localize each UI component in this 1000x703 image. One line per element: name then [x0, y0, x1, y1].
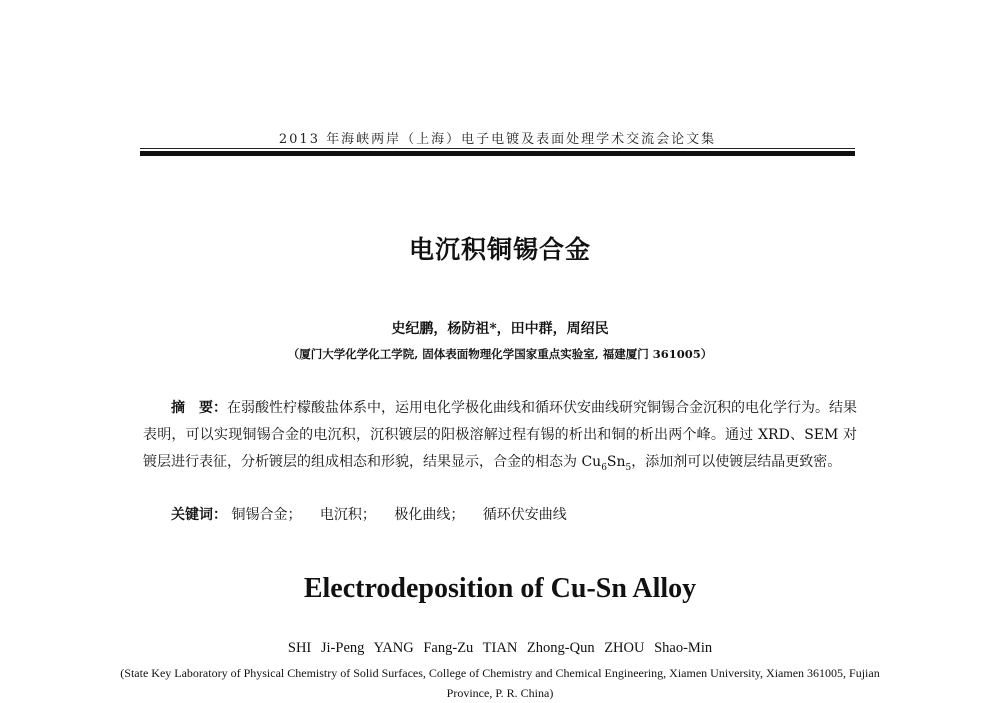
keyword-item: 循环伏安曲线 — [482, 507, 567, 523]
affiliation-cn: （厦门大学化学化工学院, 固体表面物理化学国家重点实验室, 福建厦门 361005） — [287, 347, 713, 361]
affiliation-en: (State Key Laboratory of Physical Chemistry of Solid Surfaces, College of Chemistry and Chemical Engineering, Xiamen University, Xiamen 361005, Fujian Province, P. R. China) — [120, 666, 880, 700]
header-rule-thin — [140, 148, 855, 149]
keyword-item: 铜锡合金； — [231, 507, 302, 523]
header-rule-thick — [140, 151, 855, 156]
keywords-label: 关键词： — [171, 507, 227, 523]
formula-sub-1: 6 — [601, 462, 607, 473]
authors-en: SHI Ji-Peng YANG Fang-Zu TIAN Zhong-Qun ZHOU Shao-Min — [287, 640, 713, 656]
formula-sub-2: 5 — [625, 462, 632, 473]
authors-cn: 史纪鹏，杨防祖*，田中群，周绍民 — [391, 321, 609, 337]
keyword-item: 极化曲线； — [394, 507, 465, 523]
abstract-text-1: 在弱酸性柠檬酸盐体系中，运用电化学极化曲线和循环伏安曲线研究铜锡合金沉积的电化学行为。结果表明，可以实现铜锡合金的电沉积，沉积镀层的阳极溶解过程有锡的析出和铜的析出两个峰。通过 XRD、SEM 对镀层进行表征，分析镀层的组成相态和形貌，结果显示，合金的相态为 Cu — [143, 400, 857, 470]
paper-title-cn: 电沉积铜锡合金 — [408, 235, 591, 264]
keyword-item: 电沉积； — [319, 507, 376, 523]
abstract-label: 摘 要： — [171, 400, 227, 416]
paper-title-en: Electrodeposition of Cu-Sn Alloy — [303, 573, 697, 604]
keywords-cn — [171, 502, 581, 529]
running-header: 2013 年海峡两岸（上海）电子电镀及表面处理学术交流会论文集 — [278, 132, 717, 147]
abstract-text-3: ，添加剂可以使镀层结晶更致密。 — [631, 454, 842, 470]
abstract-cn — [143, 395, 857, 482]
abstract-text-2: Sn — [606, 454, 626, 470]
